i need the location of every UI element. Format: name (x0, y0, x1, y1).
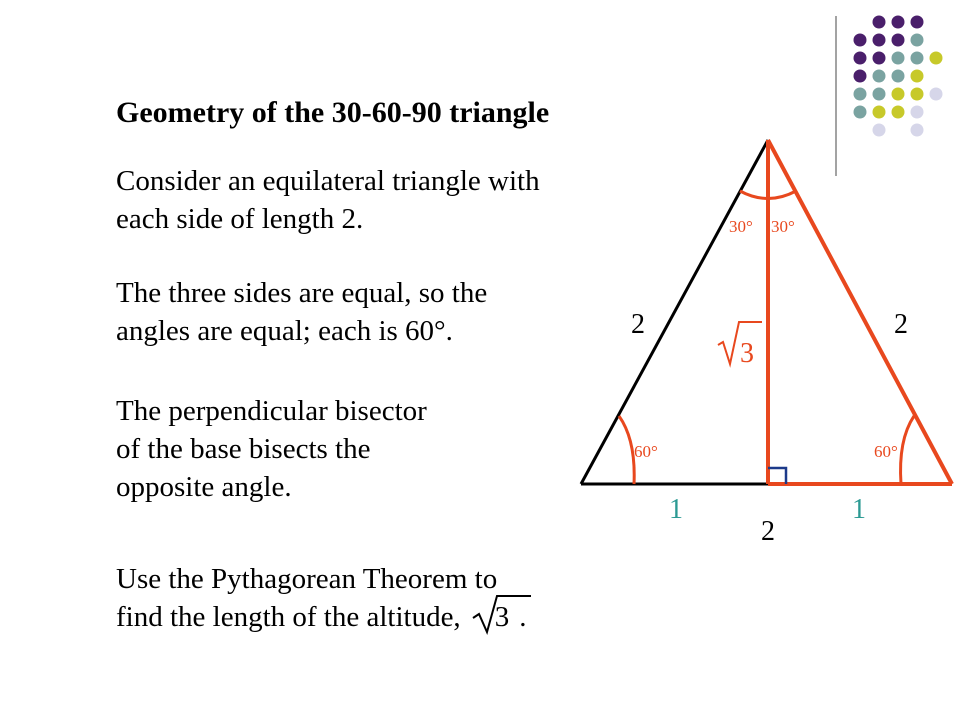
pythagorean-period: . (519, 601, 527, 633)
bisector-line-2: of the base bisects the (116, 433, 371, 465)
pythagorean-line-2-text: find the length of the altitude, (116, 601, 461, 633)
bottom-left-angle-arc (619, 416, 634, 484)
sqrt-radicand: 3 (494, 601, 510, 633)
angle-top-left-label: 30° (729, 217, 753, 236)
bisector-line-1: The perpendicular bisector (116, 395, 427, 427)
angle-bottom-left-label: 60° (634, 442, 658, 461)
equal-angles-line-2: angles are equal; each is 60°. (116, 315, 453, 347)
intro-line-2: each side of length 2. (116, 203, 364, 235)
pythagorean-line-1: Use the Pythagorean Theorem to (116, 563, 498, 595)
base-right-half-label: 1 (852, 494, 866, 525)
equal-angles-line-1: The three sides are equal, so the (116, 277, 488, 309)
bisector-line-3: opposite angle. (116, 471, 292, 503)
slide-title: Geometry of the 30-60-90 triangle (116, 96, 550, 129)
right-angle-marker (768, 468, 786, 484)
angle-bottom-right-label: 60° (874, 442, 898, 461)
side-left-label: 2 (631, 309, 645, 340)
base-total-label: 2 (761, 516, 775, 547)
base-left-half-label: 1 (669, 494, 683, 525)
angle-top-right-label: 30° (771, 217, 795, 236)
intro-line-1: Consider an equilateral triangle with (116, 165, 540, 197)
side-right-label: 2 (894, 309, 908, 340)
altitude-radicand-label: 3 (740, 338, 754, 369)
bottom-right-angle-arc (901, 416, 914, 484)
